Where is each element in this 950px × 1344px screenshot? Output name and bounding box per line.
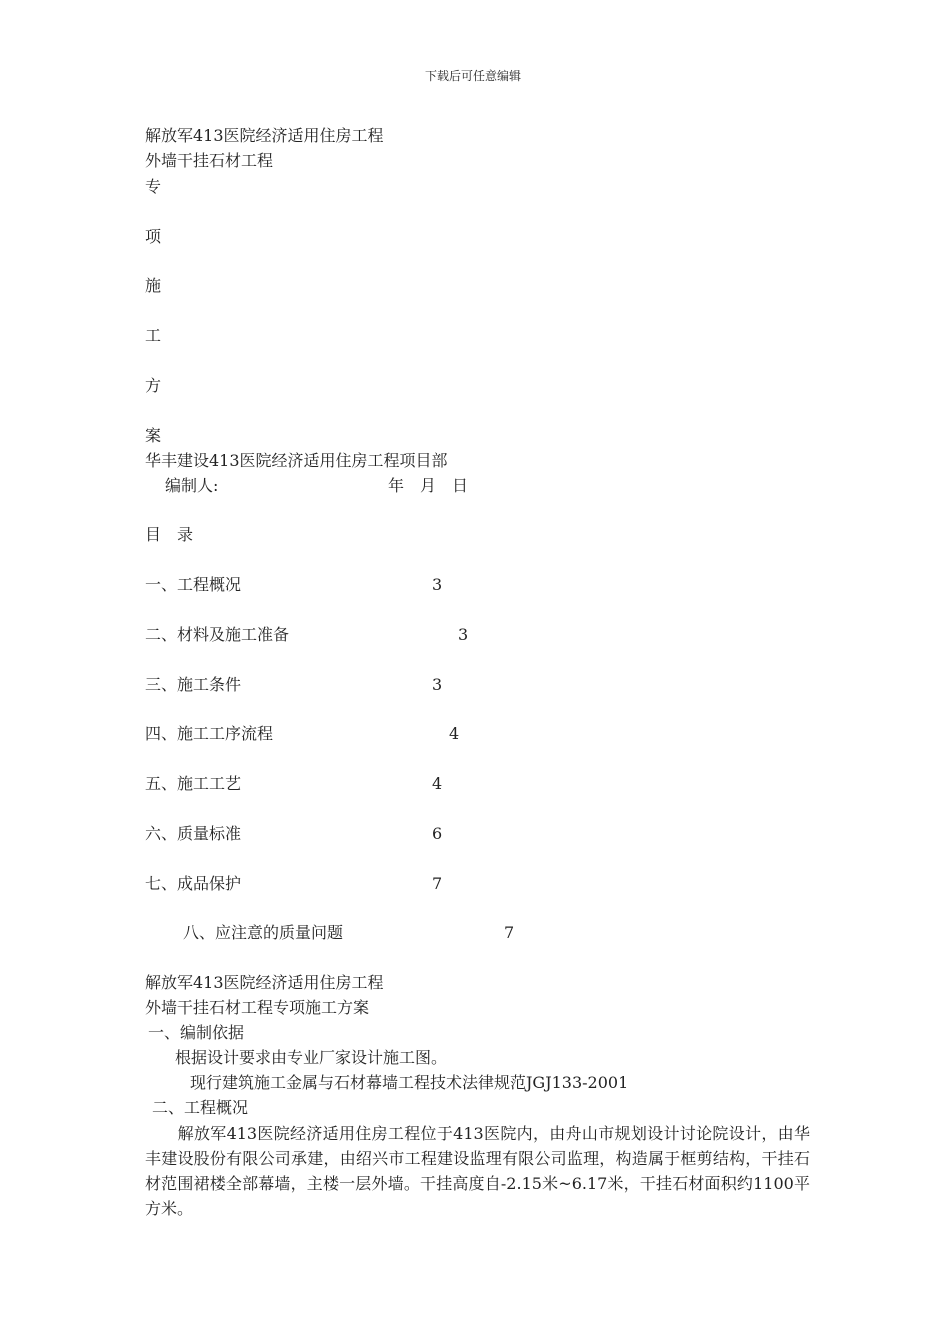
- cover-title-line2: 外墙干挂石材工程: [145, 151, 274, 170]
- toc-item-label: 七、成品保护: [145, 874, 242, 893]
- toc-item-page: 3: [458, 625, 469, 644]
- toc-item-page: 4: [432, 774, 443, 793]
- vertical-char: 工: [145, 326, 162, 345]
- toc-item-label: 四、施工工序流程: [145, 724, 274, 743]
- vertical-char: 施: [145, 276, 162, 295]
- body-title-line1: 解放军413医院经济适用住房工程: [145, 973, 384, 992]
- toc-item-page: 7: [504, 923, 515, 942]
- toc-item-page: 3: [432, 675, 443, 694]
- toc-item-page: 7: [432, 874, 443, 893]
- body-title-line2: 外墙干挂石材工程专项施工方案: [145, 998, 370, 1017]
- toc-item-label: 二、材料及施工准备: [145, 625, 290, 644]
- section2-paragraph: 解放军413医院经济适用住房工程位于413医院内，由舟山市规划设计讨论院设计，由华丰建设股份有限公司承建，由绍兴市工程建设监理有限公司监理，构造属于框剪结构，干挂石材范围裙楼全部幕墙，主楼一层外墙。干挂高度自-2.15米~6.17米，干挂石材面积约1100平方米。: [145, 1124, 810, 1218]
- toc-item-label: 八、应注意的质量问题: [183, 923, 344, 942]
- toc-item-label: 六、质量标准: [145, 824, 242, 843]
- vertical-char: 项: [145, 227, 162, 246]
- toc-item-page: 3: [432, 575, 443, 594]
- cover-org: 华丰建设413医院经济适用住房工程项目部: [145, 451, 448, 470]
- vertical-char: 专: [145, 177, 162, 196]
- toc-item-page: 4: [449, 724, 460, 743]
- vertical-char: 方: [145, 376, 162, 395]
- section1-heading: 一、编制依据: [148, 1023, 245, 1042]
- vertical-char: 案: [145, 426, 162, 445]
- toc-item-page: 6: [432, 824, 443, 843]
- toc-item-label: 一、工程概况: [145, 575, 242, 594]
- toc-item-label: 三、施工条件: [145, 675, 242, 694]
- cover-title-line1: 解放军413医院经济适用住房工程: [145, 126, 384, 145]
- toc-title: 目 录: [145, 525, 194, 544]
- section2-heading: 二、工程概况: [152, 1098, 249, 1117]
- toc-item-label: 五、施工工艺: [145, 774, 242, 793]
- cover-editor-label: 编制人:: [165, 476, 219, 495]
- section1-line2: 现行建筑施工金属与石材幕墙工程技术法律规范JGJ133-2001: [190, 1073, 629, 1092]
- section1-line1: 根据设计要求由专业厂家设计施工图。: [175, 1048, 448, 1067]
- page-header-note: 下载后可任意编辑: [425, 69, 522, 83]
- cover-date-label: 年 月 日: [388, 476, 469, 495]
